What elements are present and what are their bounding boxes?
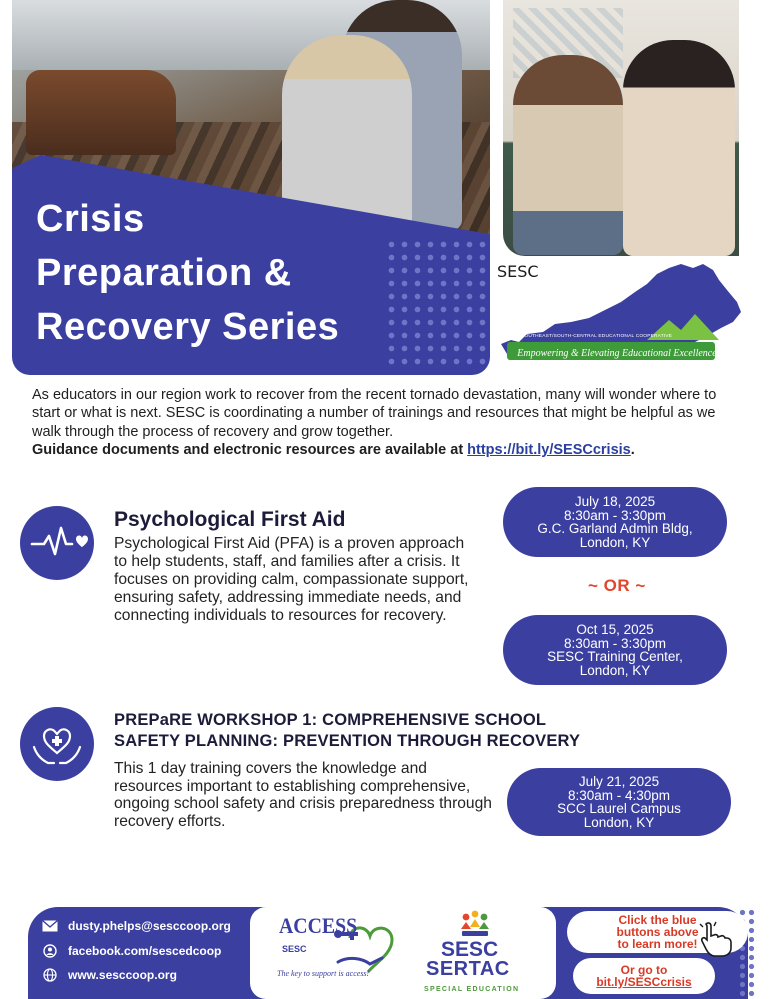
contact-website-text: www.sesccoop.org [68,968,177,982]
session-location: G.C. Garland Admin Bldg, [537,521,693,536]
sesc-logo-tagline: Empowering & Elevating Educational Excellence [517,348,717,359]
pfa-session-oct-button[interactable] [503,615,727,685]
sertac-logo-sub: SPECIAL EDUCATION [424,986,520,993]
access-logo-slogan: The key to support is access! [277,969,370,978]
or-separator: ~ OR ~ [588,576,646,595]
contact-email-text: dusty.phelps@sesccoop.org [68,919,231,933]
resources-end: . [630,441,635,458]
session-date: July 18, 2025 [574,494,656,509]
access-logo-org: SESC [282,944,307,954]
globe-icon [42,968,58,982]
heart-hands-icon [20,707,94,781]
cta-line-3: to learn more! [617,937,698,951]
resources-link[interactable]: https://bit.ly/SESCcrisis [467,441,631,458]
session-location: SCC Laurel Campus [557,801,681,816]
title-line-1: Crisis [36,198,145,240]
title-line-2: Preparation & [36,252,292,294]
page-title [36,192,396,354]
prepare-title-line-1: PREPaRE WORKSHOP 1: COMPREHENSIVE SCHOOL [114,711,547,729]
intro-paragraph: As educators in our region work to recover from the recent tornado devastation, many will wonder where to start or what is next. SESC is coordinating a number of trainings and resources that might be helpful as we walk through the process of recovery and grow together. [32,387,717,440]
session-city: London, KY [579,534,651,550]
session-time: 8:30am - 3:30pm [563,635,667,651]
pfa-body: Psychological First Aid (PFA) is a proven approach to help students, staff, and families after a crisis. It focuses on providing calm, compassionate support, ensuring safety, addressing immediate needs, and connecting individuals to resources for recovery. [114,535,469,624]
contact-facebook-text: facebook.com/sescedcoop [68,944,222,958]
cta-goto-text: Or go to [620,963,668,977]
cta-go-to[interactable] [573,958,715,994]
sertac-logo-org: SESC [441,938,499,961]
cta-line-1: Click the blue [618,913,697,927]
heartbeat-icon [20,506,94,580]
cta-line-2: buttons above [616,925,699,939]
prepare-session-july-button[interactable] [507,768,731,836]
prepare-body: This 1 day training covers the knowledge and resources important to establishing comprehensive, ongoing school safety and crisis preparedness through recovery efforts. [114,760,492,830]
session-date: July 21, 2025 [578,774,660,789]
contact-website[interactable] [42,968,177,982]
access-logo-word: ACCESS [279,913,358,938]
session-date: Oct 15, 2025 [576,622,654,637]
sertac-people-icon [458,909,492,939]
pointing-hand-icon [698,920,738,958]
sesc-logo-text: SESC [497,262,539,281]
resources-text: Guidance documents and electronic resources are available at [32,441,468,458]
contact-email[interactable] [42,919,231,933]
session-city: London, KY [579,662,651,678]
sesc-logo-subtitle: SOUTHEAST/SOUTH-CENTRAL EDUCATIONAL COOPERATIVE [521,334,673,339]
intro-text [32,386,747,459]
pfa-session-july-button[interactable] [503,487,727,557]
session-location: SESC Training Center, [547,649,683,664]
session-time: 8:30am - 4:30pm [567,787,671,803]
counseling-photo [503,0,739,256]
cta-link[interactable]: bit.ly/SESCcrisis [596,975,692,989]
session-time: 8:30am - 3:30pm [563,507,667,523]
contact-facebook[interactable] [42,944,221,958]
dot-pattern [385,238,490,370]
title-line-3: Recovery Series [36,306,340,348]
prepare-title [114,710,580,752]
email-icon [42,919,58,933]
prepare-title-line-2: SAFETY PLANNING: PREVENTION THROUGH RECOVERY [114,732,581,750]
pfa-title: Psychological First Aid [114,508,346,531]
sertac-logo-word: SERTAC [426,958,510,980]
facebook-icon [42,944,58,958]
session-city: London, KY [583,814,655,830]
